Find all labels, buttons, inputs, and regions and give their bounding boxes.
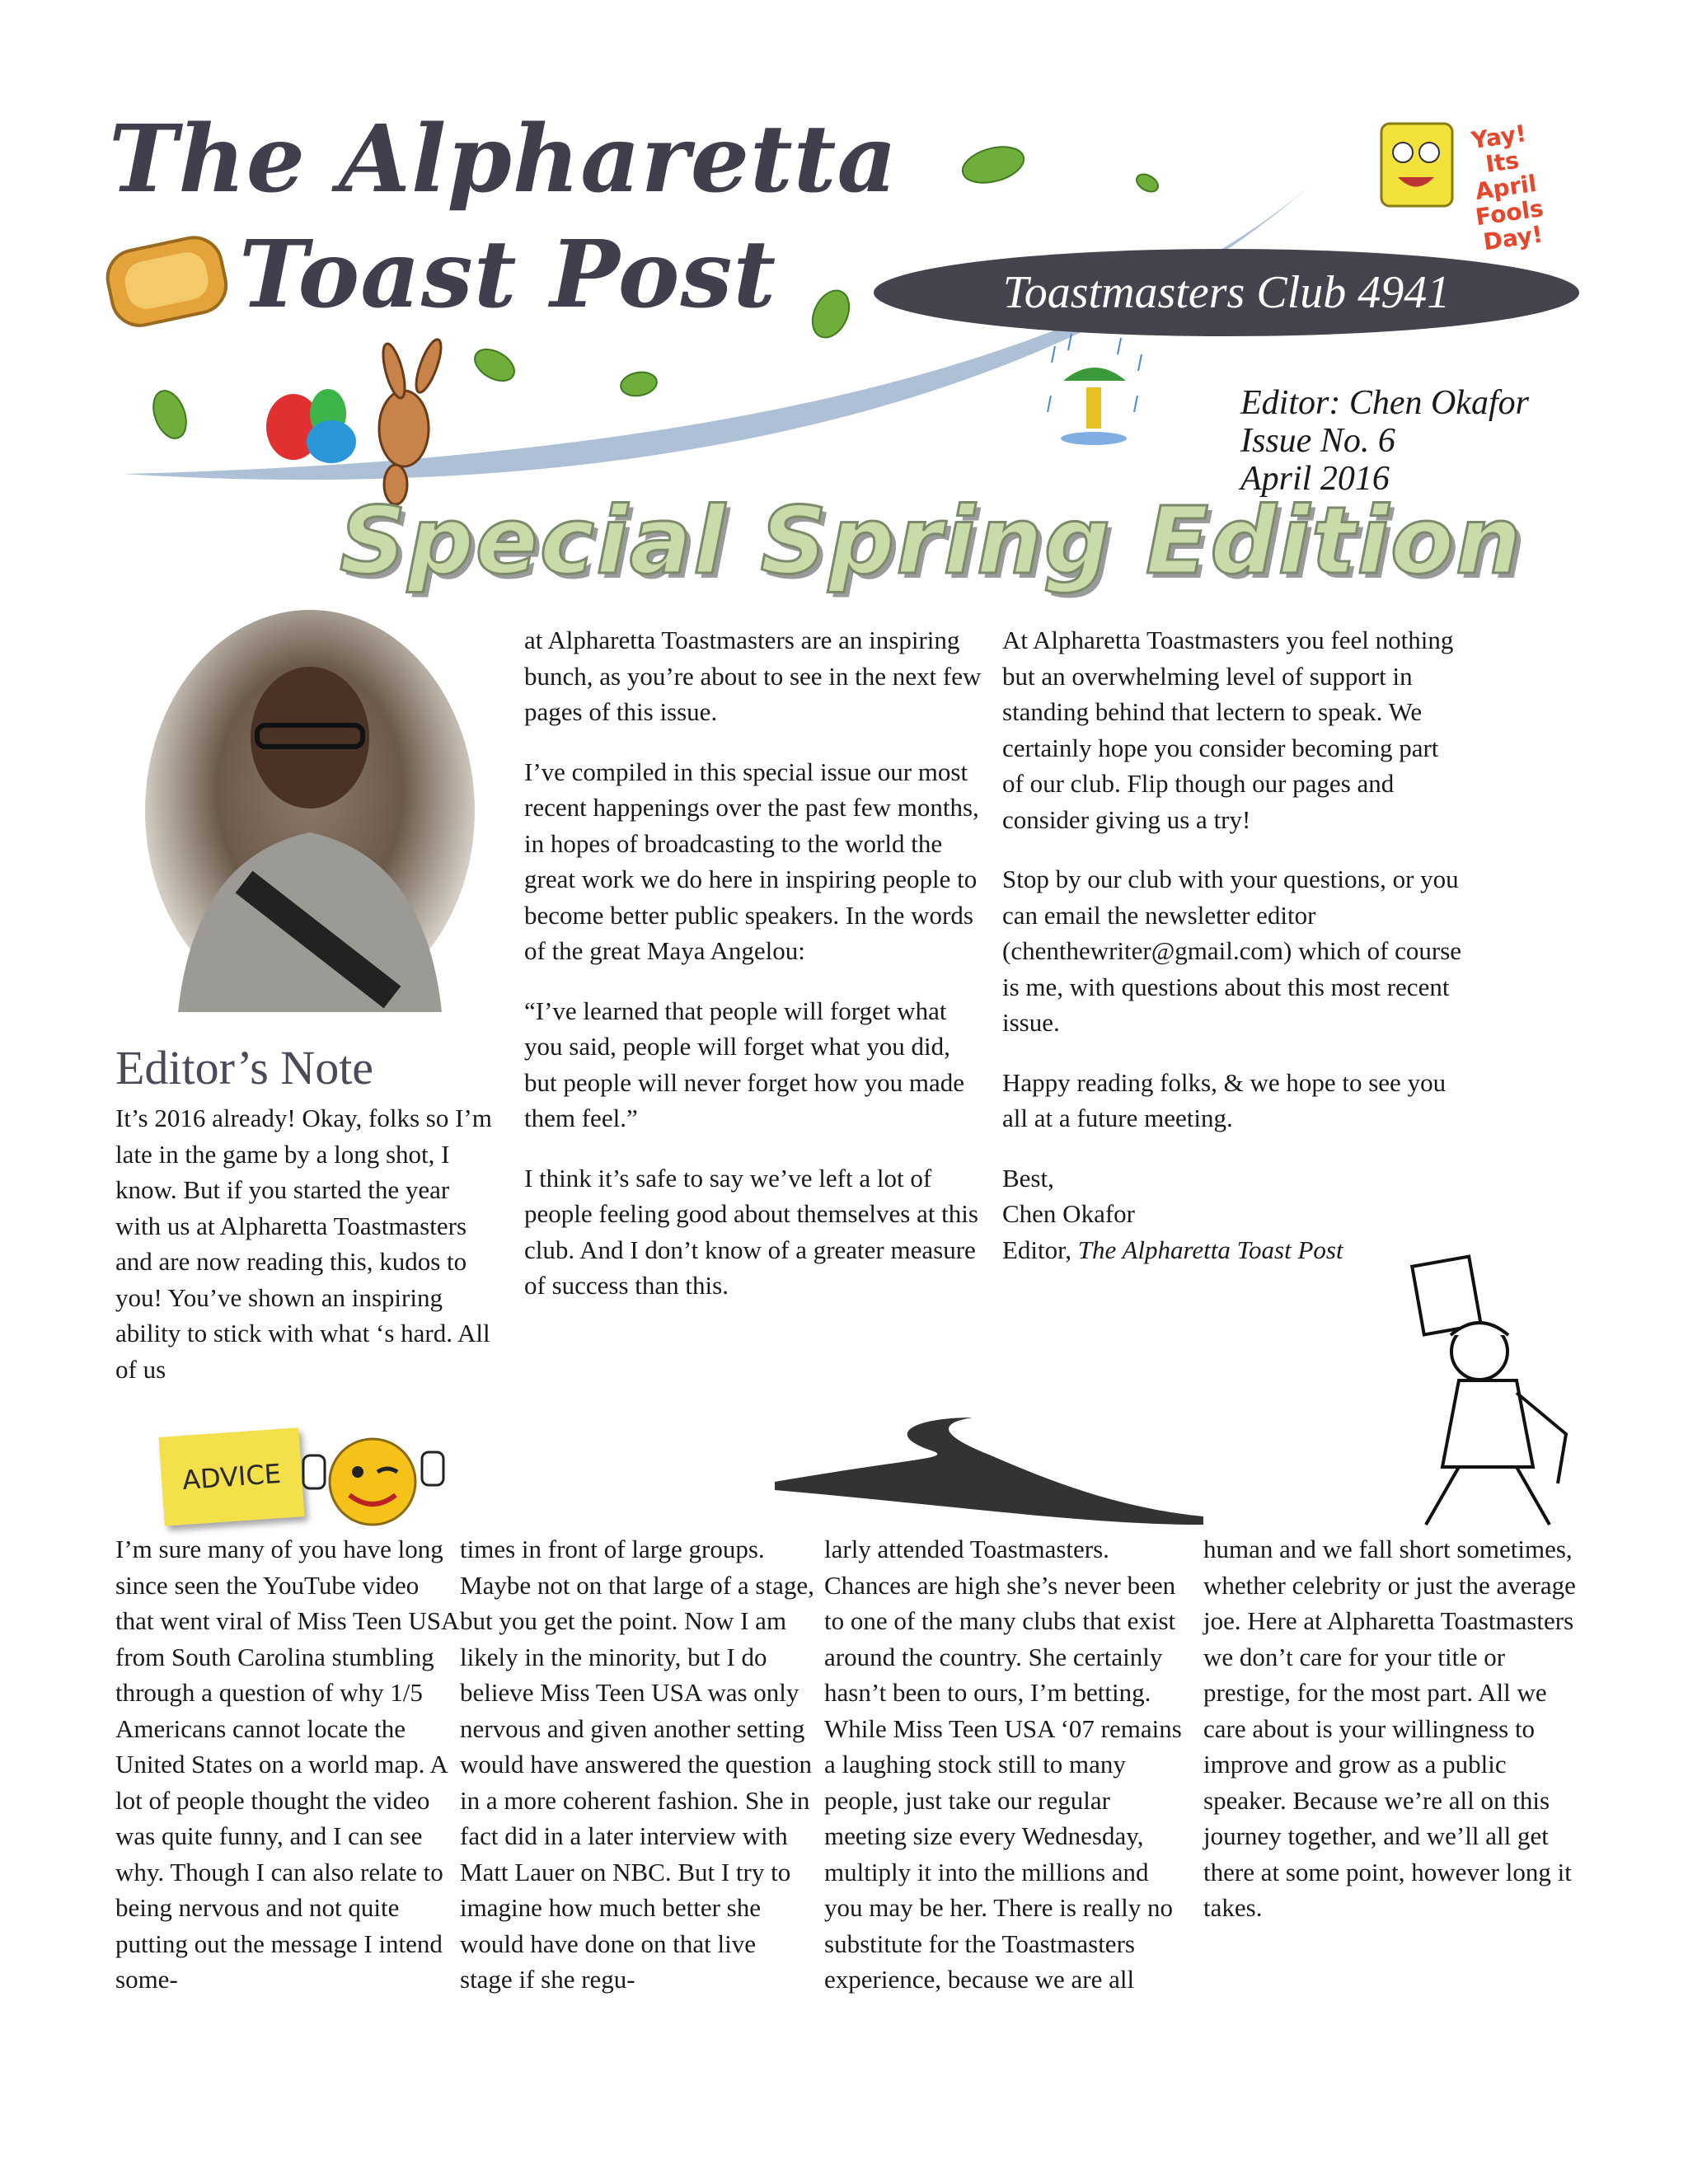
editors-note-col3: [1002, 622, 1465, 1268]
paragraph: It’s 2016 already! Okay, folks so I’m late in the game by a long shot, I know. But if you started the year with us at Alpharetta Toastmasters and are now reading this, kudos to you! You’ve shown an inspiring ability to stick with what ‘s hard. All of us: [115, 1104, 492, 1384]
signoff: Best,: [1002, 1163, 1054, 1193]
quote-paragraph: “I’ve learned that people will forget what you said, people will forget what you did, but people will never forget how you made them feel.”: [524, 996, 965, 1132]
newsletter-title-line1: The Alpharetta: [109, 105, 898, 213]
leaf-icon: [148, 387, 192, 443]
paragraph: Stop by our club with your questions, or you can email the newsletter editor (chenthewriter@gmail.com) which of course is me, with questions about this most recent issue.: [1002, 865, 1462, 1037]
paragraph: I think it’s safe to say we’ve left a lot of people feeling good about themselves at this club. And I don’t know of a greater measure of success than this.: [524, 1163, 978, 1300]
newsletter-title-line2: Toast Post: [239, 221, 777, 329]
paragraph: larly attended Toastmasters. Chances are high she’s never been to one of the many clubs that exist around the country. She certainly hasn’t been to ours, I’m betting. While Miss Teen USA ‘07 remains a laughing stock still to many people, just take our regular meeting size every Wednesday, multiply it into the millions and you may be her. There is really no substitute for the Toastmasters experience, because we are all: [824, 1535, 1182, 1994]
editor-photo: [145, 610, 475, 1012]
section-heading: Editor’s Note: [115, 1041, 374, 1094]
winding-road-icon: [775, 1401, 1203, 1541]
badge-line: April Fools: [1473, 169, 1545, 232]
leaf-icon: [805, 284, 856, 343]
edition-banner: Special Spring Edition: [340, 488, 1523, 595]
date-line: April 2016: [1240, 460, 1390, 498]
paragraph: I’m sure many of you have long since seen the YouTube video that went viral of Miss Teen USA from South Carolina stumbling through a question of why 1/5 Americans cannot locate the United States on a world map. A lot of people thought the video was quite funny, and I can see why. Though I can also relate to being nervous and not quite putting out the message I intend some-: [115, 1535, 458, 1994]
leaf-icon: [619, 369, 659, 398]
signer-role-prefix: Editor,: [1002, 1235, 1078, 1264]
paragraph: times in front of large groups. Maybe not on that large of a stage, but you get the point. Now I am likely in the minority, but I do believe Miss Teen USA was only nervous and given another setting would have answered the question in a more coherent fashion. She in fact did in a later interview with Matt Lauer on NBC. But I try to imagine how much better she would have done on that live stage if she regu-: [460, 1535, 814, 1994]
paragraph: Happy reading folks, & we hope to see you all at a future meeting.: [1002, 1067, 1447, 1132]
leaf-icon: [469, 343, 519, 387]
publication-name: The Alpharetta Toast Post: [1077, 1235, 1343, 1264]
club-banner: [874, 249, 1579, 336]
paragraph: human and we fall short sometimes, whether celebrity or just the average joe. Here at Alpharetta Toastmasters we don’t care for your title or prestige, for the most part. All we care about is your willingness to improve and grow as a public speaker. Because we’re all on this journey together, and we’ll all get there at some point, however long it takes.: [1203, 1535, 1576, 1922]
advice-col4: [1203, 1531, 1582, 1926]
egg-icon: [307, 420, 356, 463]
issue-meta: [1240, 384, 1529, 498]
paragraph: I’ve compiled in this special issue our most recent happenings over the past few months, in hopes of broadcasting to the world the great work we do here in inspiring people to become better public speakers. In the words of the great Maya Angelou:: [524, 757, 979, 965]
badge-line: Its: [1484, 146, 1522, 178]
editors-note-col2: [524, 622, 987, 1304]
editors-note-col1: [115, 1100, 496, 1387]
paragraph: at Alpharetta Toastmasters are an inspiring bunch, as you’re about to see in the next few pages of this issue.: [524, 626, 982, 726]
sticky-note-label: ADVICE: [181, 1457, 283, 1497]
person-silhouette-icon: [145, 610, 475, 1012]
rain-umbrella-icon: [1048, 334, 1142, 445]
badge-line: Day!: [1481, 220, 1545, 256]
advice-col2: [460, 1531, 814, 1998]
issue-line: Issue No. 6: [1240, 422, 1395, 460]
advice-col1: [115, 1531, 462, 1998]
newsboy-icon: [1393, 1253, 1582, 1549]
editor-line: Editor: Chen Okafor: [1240, 384, 1529, 422]
signer-name: Chen Okafor: [1002, 1199, 1135, 1228]
paragraph: At Alpharetta Toastmasters you feel nothing but an overwhelming level of support in standing behind that lectern to speak. We certainly hope you consider becoming part of our club. Flip though our pages and consider giving us a try!: [1002, 626, 1454, 834]
leaf-icon: [959, 141, 1028, 189]
advice-col3: [824, 1531, 1185, 1998]
leaf-icon: [1133, 171, 1160, 195]
toast-icon: [102, 232, 231, 330]
winking-smiley-icon: [298, 1422, 448, 1530]
badge-line: Yay!: [1470, 120, 1528, 155]
advice-sticky-note: [158, 1427, 304, 1526]
april-fools-badge: [1436, 115, 1576, 259]
club-name: Toastmasters Club 4941: [1002, 267, 1451, 318]
signature-block: [1002, 1160, 1465, 1268]
bunny-icon: [379, 337, 446, 504]
